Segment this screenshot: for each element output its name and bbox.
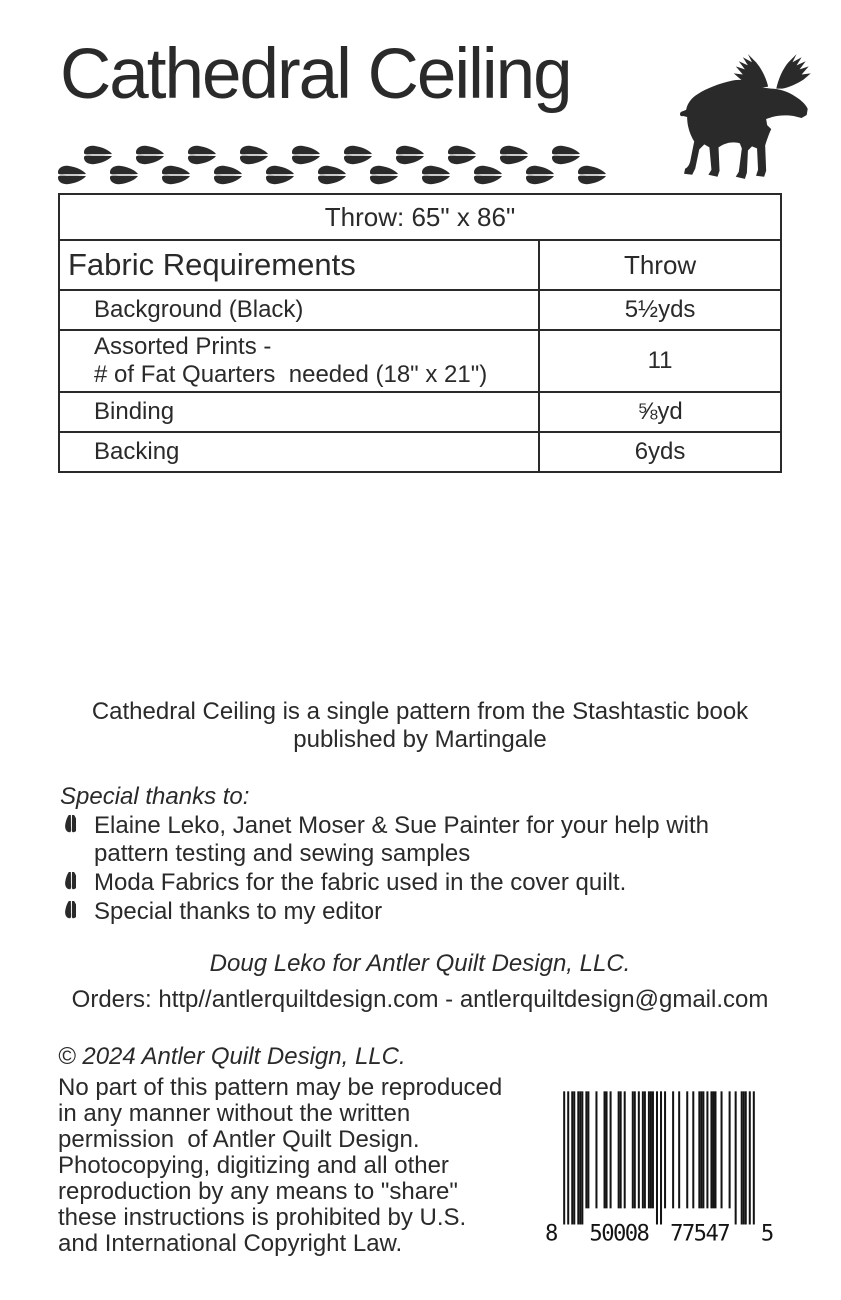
orders-contact-line: Orders: http//antlerquiltdesign.com - antlerquiltdesign@gmail.com (71, 986, 769, 1013)
page-title: Cathedral Ceiling (60, 35, 571, 114)
row-label: Backing (94, 438, 180, 465)
size-banner: Throw: 65" x 86" (59, 194, 781, 240)
moose-logo-icon (678, 50, 830, 184)
list-item-text: Elaine Leko, Janet Moser & Sue Painter for your help with pattern testing and sewing samples (94, 812, 709, 867)
list-item-text: Moda Fabrics for the fabric used in the cover quilt. (94, 869, 627, 896)
special-thanks-heading: Special thanks to: (60, 783, 250, 810)
copyright-line: Photocopying, digitizing and all other (58, 1152, 449, 1179)
row-label: Binding (94, 398, 175, 425)
copyright-year-line: © 2024 Antler Quilt Design, LLC. (58, 1043, 406, 1070)
about-text: Cathedral Ceiling is a single pattern from the Stashtastic book published by Martingale (91, 698, 749, 753)
svg-text:8: 8 (545, 1220, 559, 1247)
row-value: 6yds (539, 432, 781, 472)
table-row (59, 330, 781, 392)
copyright-line: these instructions is prohibited by U.S. (58, 1204, 467, 1231)
table-row (59, 290, 781, 330)
column-header-fabric-requirements: Fabric Requirements (59, 240, 539, 290)
svg-text:5: 5 (760, 1220, 775, 1247)
table-row (59, 194, 781, 240)
hoofprint-bullet-icon (60, 901, 76, 923)
table-row (59, 432, 781, 472)
copyright-block (58, 1043, 508, 1257)
hoofprint-bullet-icon (60, 872, 76, 894)
svg-text:77547: 77547 (670, 1220, 731, 1247)
row-label: Assorted Prints - (94, 333, 272, 360)
table-row (59, 392, 781, 432)
row-value: 5½yds (539, 290, 781, 330)
upc-barcode (543, 1084, 775, 1252)
column-header-throw: Throw (539, 240, 781, 290)
row-value: ⅝yd (539, 392, 781, 432)
row-label-line2: # of Fat Quarters needed (18" x 21") (94, 361, 488, 388)
special-thanks-list (60, 812, 750, 927)
list-item-text: Special thanks to my editor (94, 898, 383, 925)
designer-credit: Doug Leko for Antler Quilt Design, LLC. (209, 950, 631, 977)
list-item (60, 869, 750, 897)
copyright-line: in any manner without the written (58, 1100, 411, 1127)
list-item (60, 898, 750, 926)
hoofprint-bullet-icon (60, 815, 76, 837)
list-item (60, 812, 750, 868)
svg-text:50008: 50008 (589, 1220, 650, 1247)
copyright-line: and International Copyright Law. (58, 1230, 403, 1257)
table-row (59, 240, 781, 290)
copyright-line: permission of Antler Quilt Design. (58, 1126, 420, 1153)
copyright-line: reproduction by any means to "share" (58, 1178, 458, 1205)
copyright-body (58, 1075, 508, 1257)
fabric-requirements-table (58, 193, 782, 473)
row-value: 11 (539, 330, 781, 392)
moose-tracks-decoration (56, 138, 628, 188)
copyright-line: No part of this pattern may be reproduced (58, 1074, 503, 1101)
row-label: Background (Black) (94, 296, 304, 323)
